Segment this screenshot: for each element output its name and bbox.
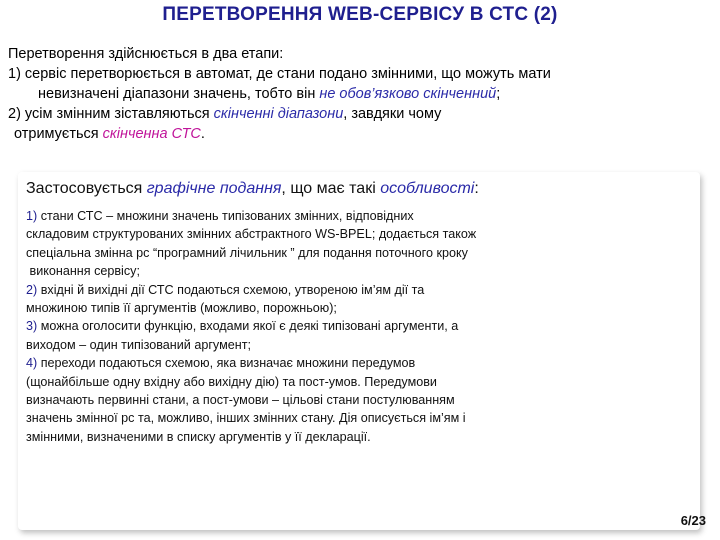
lead-text-b: , що має такі: [281, 180, 381, 197]
step-1-line: 1) сервіс перетворюється в автомат, де стани подано змінними, що можуть мати: [8, 66, 551, 82]
lead-text: Застосовується: [26, 180, 147, 197]
lead-end: :: [474, 180, 479, 197]
list-item-2: [26, 281, 586, 299]
features-lead: [26, 178, 686, 200]
intro-line: Перетворення здійснюється в два етапи:: [8, 46, 284, 62]
item-line: виконання сервісу;: [26, 264, 140, 279]
step-2-text-b: , завдяки чому: [343, 106, 442, 122]
item-line: виходом – один типізований аргумент;: [26, 337, 251, 352]
item-line: множиною типів її аргументів (можливо, порожньою);: [26, 301, 337, 316]
step-1-end: ;: [496, 86, 501, 102]
item-number: 2): [26, 282, 38, 297]
list-item-1: [26, 207, 586, 225]
item-number: 3): [26, 319, 38, 334]
lead-emphasis: графічне подання: [146, 180, 282, 197]
item-line: (щонайбільше одну вхідну або вихідну дію) та пост-умов. Передумови: [26, 374, 437, 389]
step-2-emphasis-2: скінченна СТС: [102, 126, 201, 142]
intro-text: [8, 44, 708, 144]
list-item-3: [26, 317, 586, 335]
step-1-continuation: [8, 84, 708, 104]
item-line: складовим структурованих змінних абстрактного WS-BPEL; додається також: [26, 227, 477, 242]
item-number: 4): [26, 356, 38, 371]
item-line: вхідні й вихідні дії СТС подаються схемою, утвореною ім’ям дії та: [40, 282, 425, 297]
item-line: визначають первинні стани, а пост-умови – цільові стани постулюванням: [26, 393, 455, 408]
step-1-emphasis: не обов’язково скінченний: [319, 86, 497, 102]
page-number: 6/23: [680, 513, 706, 528]
step-2-end: .: [200, 126, 205, 142]
list-item-4: [26, 354, 586, 372]
item-line: значень змінної pc та, можливо, інших змінних стану. Дія описується ім’ям і: [26, 411, 466, 426]
step-2-text-c: отримується: [14, 126, 103, 142]
step-2-emphasis: скінченні діапазони: [213, 106, 344, 122]
step-2-text: 2) усім змінним зіставляються: [8, 106, 214, 122]
step-2-line: [8, 104, 708, 124]
features-list: [26, 207, 586, 446]
item-line: спеціальна змінна pc “програмний лічильник ” для подання поточного кроку: [26, 245, 468, 260]
lead-emphasis-2: особливості: [380, 180, 475, 197]
item-line: можна оголосити функцію, входами якої є деякі типізовані аргументи, а: [40, 319, 459, 334]
step-2-continuation: [8, 124, 708, 144]
item-line: змінними, визначеними в списку аргументів у її декларації.: [26, 429, 371, 444]
item-line: стани СТС – множини значень типізованих змінних, відповідних: [40, 209, 414, 223]
step-1-text: невизначені діапазони значень, тобто він: [38, 86, 320, 102]
slide-title: ПЕРЕТВОРЕННЯ WEB-СЕРВІСУ В СТС (2): [162, 4, 558, 25]
item-number: 1): [26, 209, 38, 223]
item-line: переходи подаються схемою, яка визначає множини передумов: [40, 356, 416, 371]
